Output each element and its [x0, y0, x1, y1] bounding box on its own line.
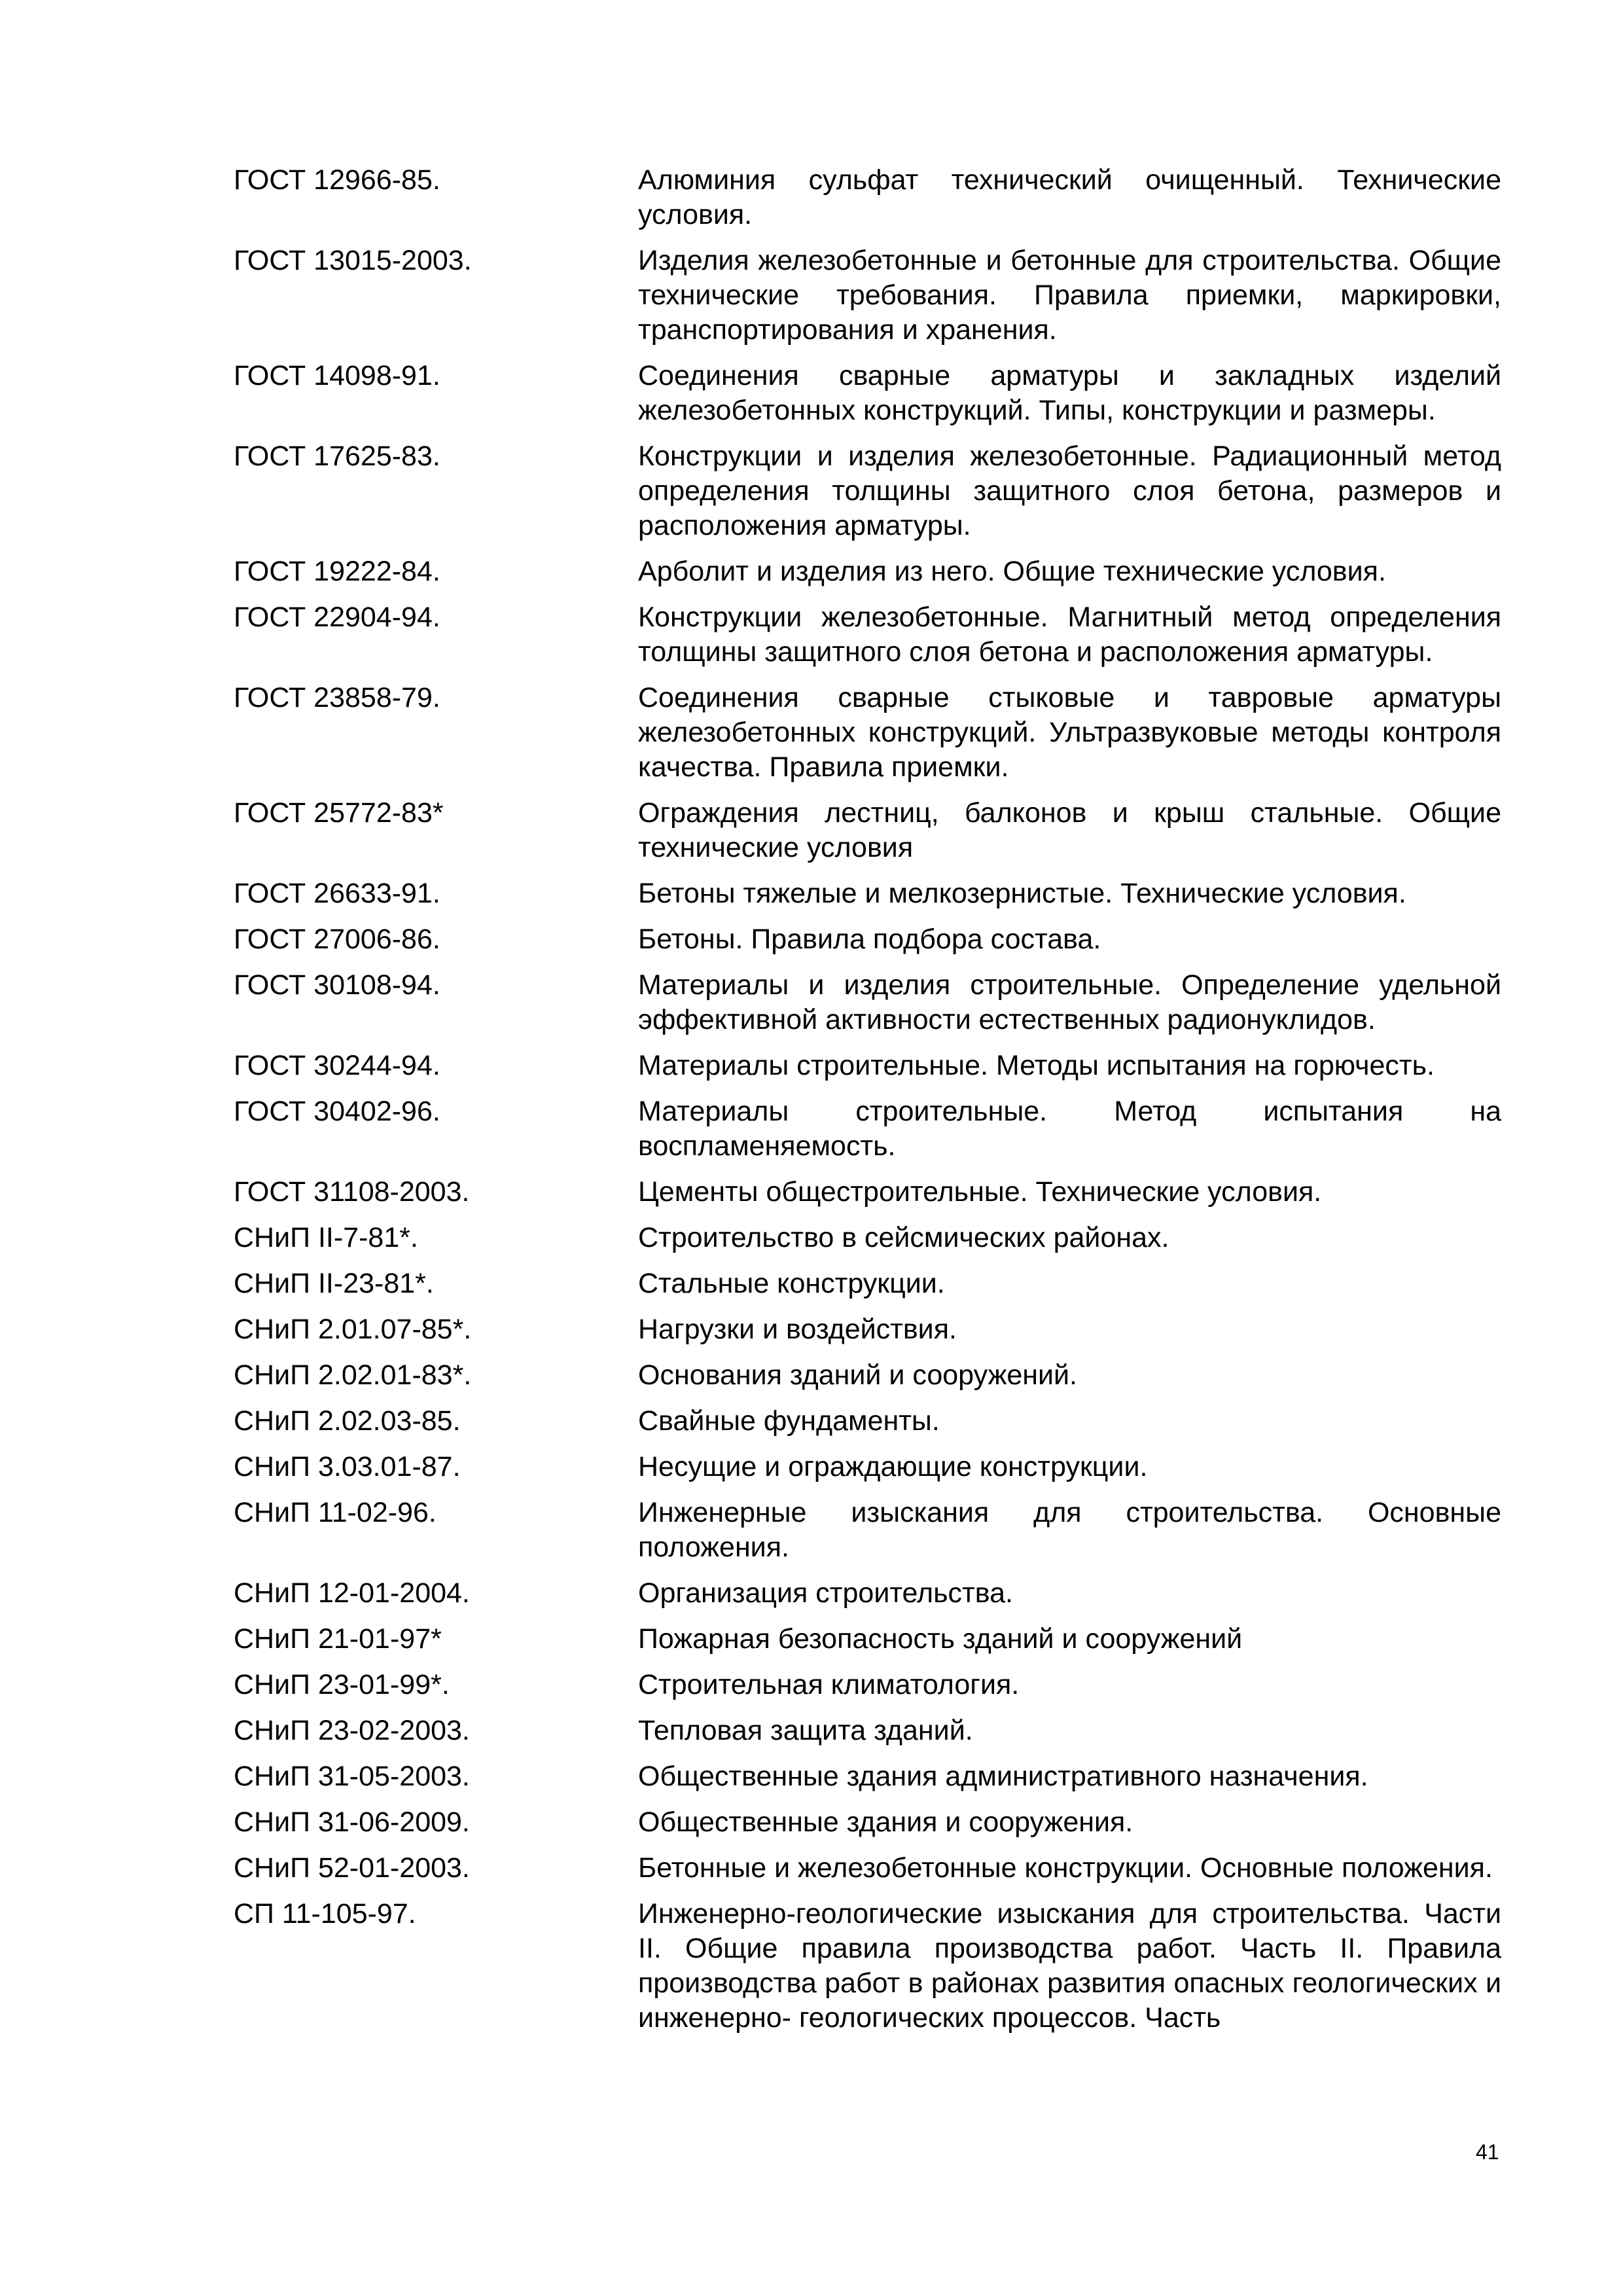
reference-entry [234, 1175, 1501, 1210]
reference-code: ГОСТ 19222-84. [234, 556, 440, 587]
reference-title: Ограждения лестниц, балконов и крыш стальные. Общие технические условия [638, 797, 1501, 863]
reference-entry [234, 439, 1501, 543]
reference-title: Инженерные изыскания для строительства. Основные положения. [638, 1497, 1501, 1563]
reference-entry [234, 1897, 1501, 2036]
reference-code: ГОСТ 30402-96. [234, 1096, 440, 1127]
reference-title: Основания зданий и сооружений. [638, 1359, 1077, 1391]
reference-title: Инженерно-геологические изыскания для строительства. Части II. Общие правила производства работ. Часть II. Правила производства работ в районах развития опасных геологических и инженерно- геологических процессов. Часть [638, 1898, 1501, 2034]
reference-code: СНиП 23-01-99*. [234, 1669, 450, 1700]
reference-title: Конструкции и изделия железобетонные. Радиационный метод определения толщины защитного слоя бетона, размеров и расположения арматуры. [638, 440, 1501, 541]
reference-entry [234, 922, 1501, 957]
reference-title: Нагрузки и воздействия. [638, 1314, 957, 1345]
reference-title: Цементы общестроительные. Технические условия. [638, 1176, 1322, 1208]
reference-code: СНиП 31-05-2003. [234, 1761, 470, 1792]
reference-code: ГОСТ 23858-79. [234, 682, 440, 713]
reference-title: Конструкции железобетонные. Магнитный метод определения толщины защитного слоя бетона и расположения арматуры. [638, 601, 1501, 668]
reference-entry [234, 1049, 1501, 1083]
reference-code: СНиП 52-01-2003. [234, 1852, 470, 1884]
reference-entry [234, 1668, 1501, 1702]
reference-entry [234, 1404, 1501, 1439]
reference-entry [234, 1851, 1501, 1886]
reference-entry [234, 1450, 1501, 1484]
reference-entry [234, 968, 1501, 1037]
reference-entry [234, 1759, 1501, 1794]
reference-code: ГОСТ 27006-86. [234, 924, 440, 955]
reference-code: СНиП 2.02.01-83*. [234, 1359, 472, 1391]
reference-title: Материалы строительные. Методы испытания на горючесть. [638, 1050, 1435, 1081]
reference-entry [234, 1496, 1501, 1565]
reference-entry [234, 1713, 1501, 1748]
reference-title: Общественные здания и сооружения. [638, 1806, 1133, 1838]
reference-title: Соединения сварные стыковые и тавровые арматуры железобетонных конструкций. Ультразвуковые методы контроля качества. Правила приемки. [638, 682, 1501, 783]
reference-title: Строительство в сейсмических районах. [638, 1222, 1169, 1253]
reference-code: ГОСТ 30244-94. [234, 1050, 440, 1081]
reference-code: ГОСТ 31108-2003. [234, 1176, 470, 1208]
reference-entry [234, 600, 1501, 670]
reference-code: СНиП 21-01-97* [234, 1623, 442, 1655]
reference-title: Общественные здания административного назначения. [638, 1761, 1368, 1792]
page-number: 41 [1476, 2140, 1499, 2164]
reference-entry [234, 1312, 1501, 1347]
reference-title: Бетонные и железобетонные конструкции. Основные положения. [638, 1852, 1493, 1884]
reference-entry [234, 243, 1501, 348]
reference-title: Соединения сварные арматуры и закладных изделий железобетонных конструкций. Типы, конструкции и размеры. [638, 360, 1501, 426]
reference-entry [234, 796, 1501, 865]
reference-entry [234, 1622, 1501, 1657]
reference-entry [234, 1805, 1501, 1840]
reference-title: Алюминия сульфат технический очищенный. Технические условия. [638, 164, 1501, 230]
reference-title: Организация строительства. [638, 1577, 1013, 1609]
reference-entry [234, 876, 1501, 911]
reference-entry [234, 681, 1501, 785]
reference-title: Пожарная безопасность зданий и сооружений [638, 1623, 1243, 1655]
reference-list [234, 163, 1501, 2047]
reference-code: СНиП 31-06-2009. [234, 1806, 470, 1838]
reference-entry [234, 1094, 1501, 1164]
reference-code: СНиП 11-02-96. [234, 1497, 437, 1528]
reference-code: СП 11-105-97. [234, 1898, 416, 1929]
reference-title: Стальные конструкции. [638, 1268, 945, 1299]
reference-code: ГОСТ 22904-94. [234, 601, 440, 633]
reference-entry [234, 359, 1501, 428]
reference-entry [234, 1358, 1501, 1393]
reference-entry [234, 163, 1501, 232]
reference-entry [234, 1576, 1501, 1611]
reference-code: ГОСТ 17625-83. [234, 440, 440, 472]
reference-code: СНиП 12-01-2004. [234, 1577, 470, 1609]
reference-code: ГОСТ 30108-94. [234, 969, 440, 1001]
reference-title: Арболит и изделия из него. Общие технические условия. [638, 556, 1386, 587]
reference-entry [234, 1266, 1501, 1301]
reference-code: СНиП II-7-81*. [234, 1222, 418, 1253]
reference-entry [234, 1221, 1501, 1255]
reference-title: Тепловая защита зданий. [638, 1715, 973, 1746]
reference-code: СНиП 23-02-2003. [234, 1715, 470, 1746]
reference-code: СНиП 3.03.01-87. [234, 1451, 461, 1482]
reference-title: Строительная климатология. [638, 1669, 1020, 1700]
reference-title: Свайные фундаменты. [638, 1405, 940, 1437]
reference-title: Изделия железобетонные и бетонные для строительства. Общие технические требования. Правила приемки, маркировки, транспортирования и хранения. [638, 245, 1501, 346]
reference-title: Несущие и ограждающие конструкции. [638, 1451, 1148, 1482]
reference-code: ГОСТ 14098-91. [234, 360, 440, 391]
reference-code: ГОСТ 25772-83* [234, 797, 444, 829]
reference-code: ГОСТ 26633-91. [234, 878, 440, 909]
reference-code: СНиП 2.02.03-85. [234, 1405, 461, 1437]
reference-title: Материалы и изделия строительные. Определение удельной эффективной активности естественных радионуклидов. [638, 969, 1501, 1035]
reference-code: СНиП II-23-81*. [234, 1268, 434, 1299]
reference-title: Материалы строительные. Метод испытания на воспламеняемость. [638, 1096, 1501, 1162]
reference-entry [234, 554, 1501, 589]
reference-code: ГОСТ 13015-2003. [234, 245, 472, 276]
reference-code: СНиП 2.01.07-85*. [234, 1314, 472, 1345]
reference-code: ГОСТ 12966-85. [234, 164, 440, 196]
reference-title: Бетоны. Правила подбора состава. [638, 924, 1101, 955]
reference-title: Бетоны тяжелые и мелкозернистые. Технические условия. [638, 878, 1406, 909]
